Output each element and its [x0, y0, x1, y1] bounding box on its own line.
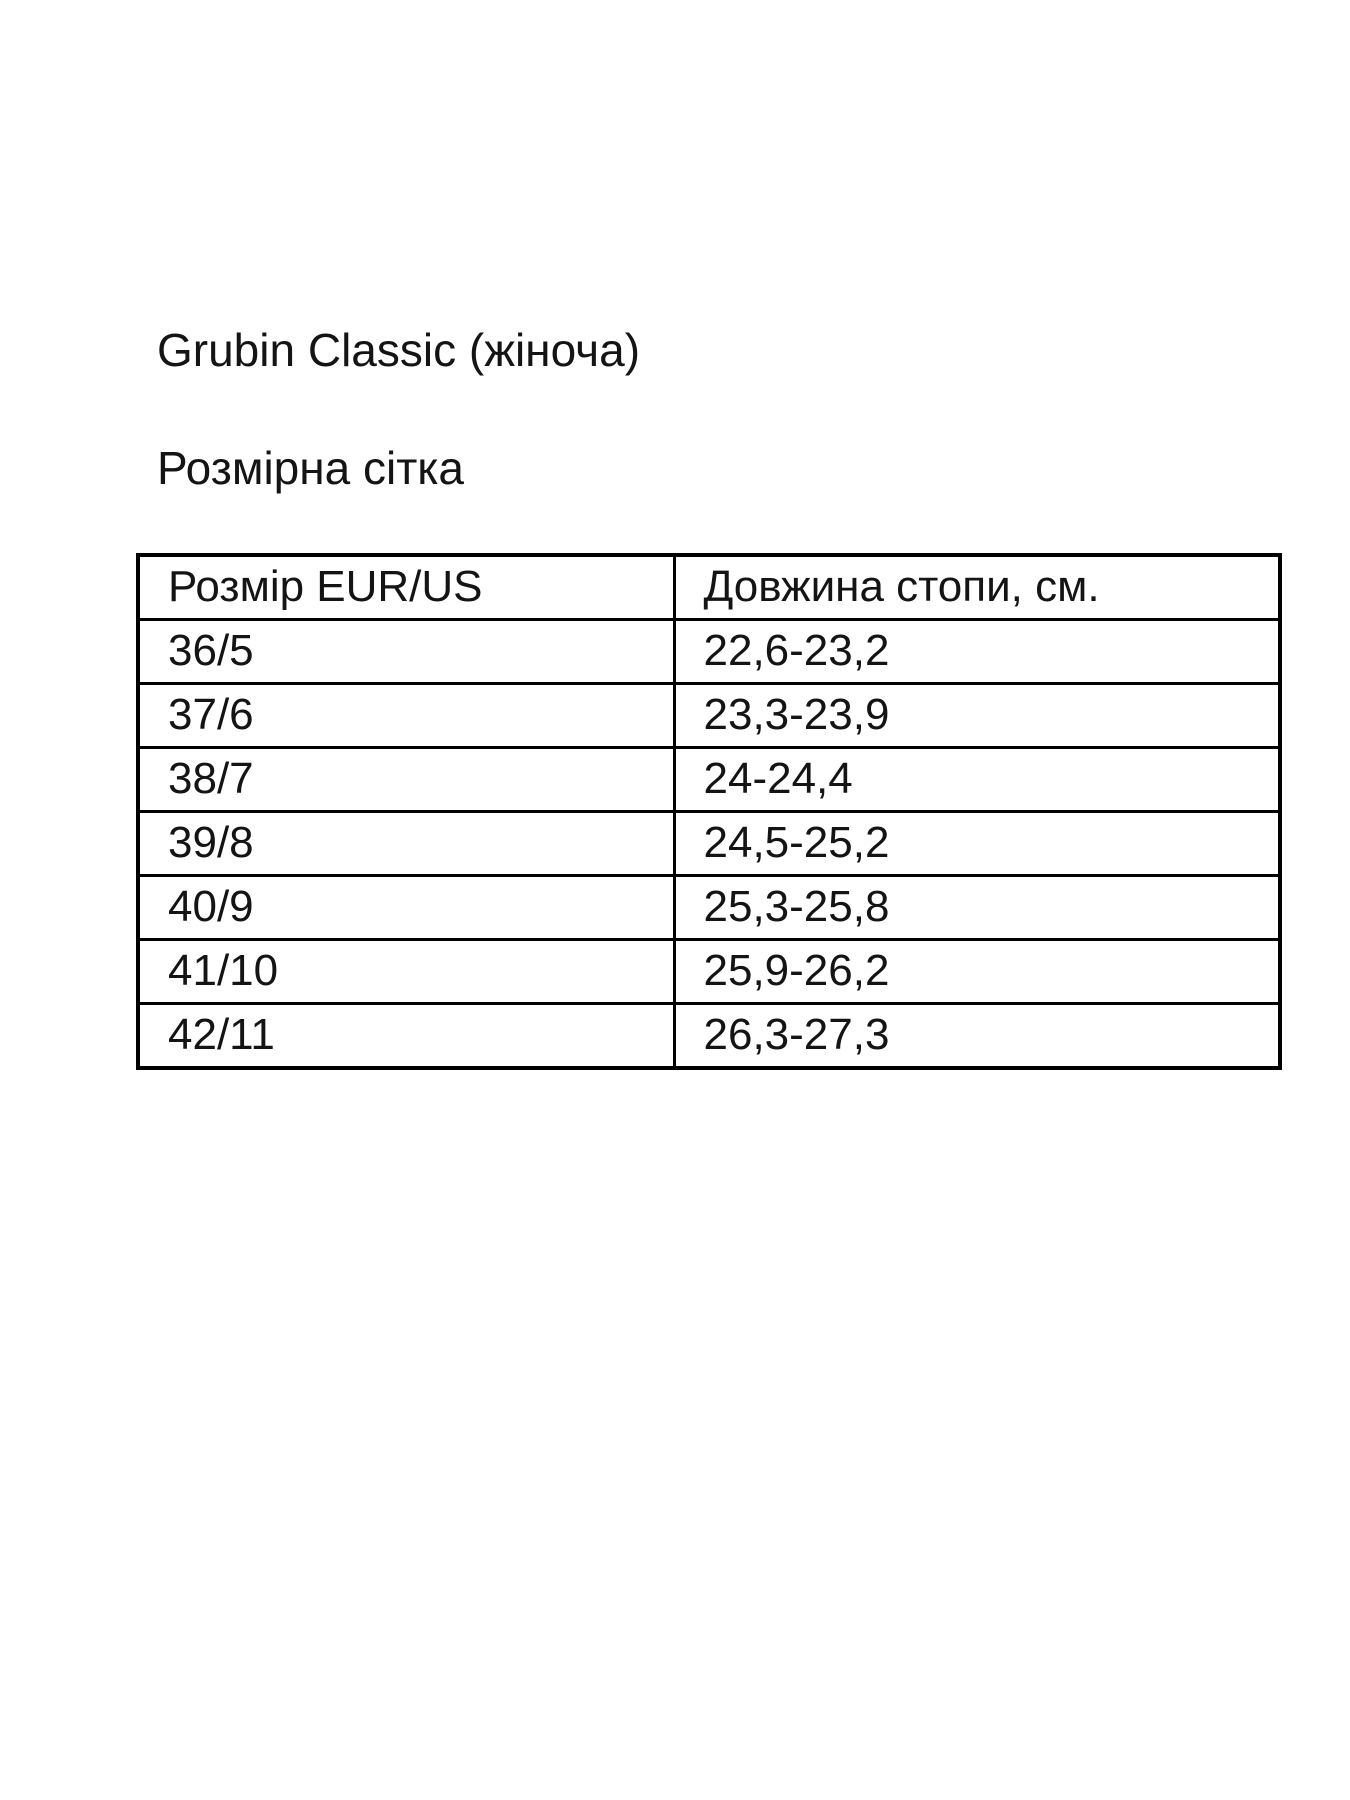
foot-length-cell: 25,9-26,2 — [674, 940, 1280, 1004]
size-cell: 42/11 — [138, 1004, 674, 1069]
foot-length-cell: 24,5-25,2 — [674, 812, 1280, 876]
size-table-header-row — [138, 555, 1280, 620]
size-cell: 40/9 — [138, 876, 674, 940]
document-title: Grubin Classic (жіноча) — [157, 324, 641, 376]
foot-length-cell: 26,3-27,3 — [674, 1004, 1280, 1069]
size-cell: 37/6 — [138, 684, 674, 748]
size-table — [136, 553, 1282, 1070]
size-cell: 38/7 — [138, 748, 674, 812]
foot-length-cell: 22,6-23,2 — [674, 620, 1280, 684]
table-row — [138, 684, 1280, 748]
size-cell: 36/5 — [138, 620, 674, 684]
document-subtitle: Розмірна сітка — [157, 442, 465, 494]
header-cell-foot-length: Довжина стопи, см. — [674, 555, 1280, 620]
foot-length-cell: 25,3-25,8 — [674, 876, 1280, 940]
table-row — [138, 1004, 1280, 1069]
table-row — [138, 812, 1280, 876]
table-row — [138, 876, 1280, 940]
table-row — [138, 620, 1280, 684]
table-row — [138, 940, 1280, 1004]
header-cell-size: Розмір EUR/US — [138, 555, 674, 620]
foot-length-cell: 24-24,4 — [674, 748, 1280, 812]
table-row — [138, 748, 1280, 812]
foot-length-cell: 23,3-23,9 — [674, 684, 1280, 748]
size-cell: 39/8 — [138, 812, 674, 876]
size-cell: 41/10 — [138, 940, 674, 1004]
